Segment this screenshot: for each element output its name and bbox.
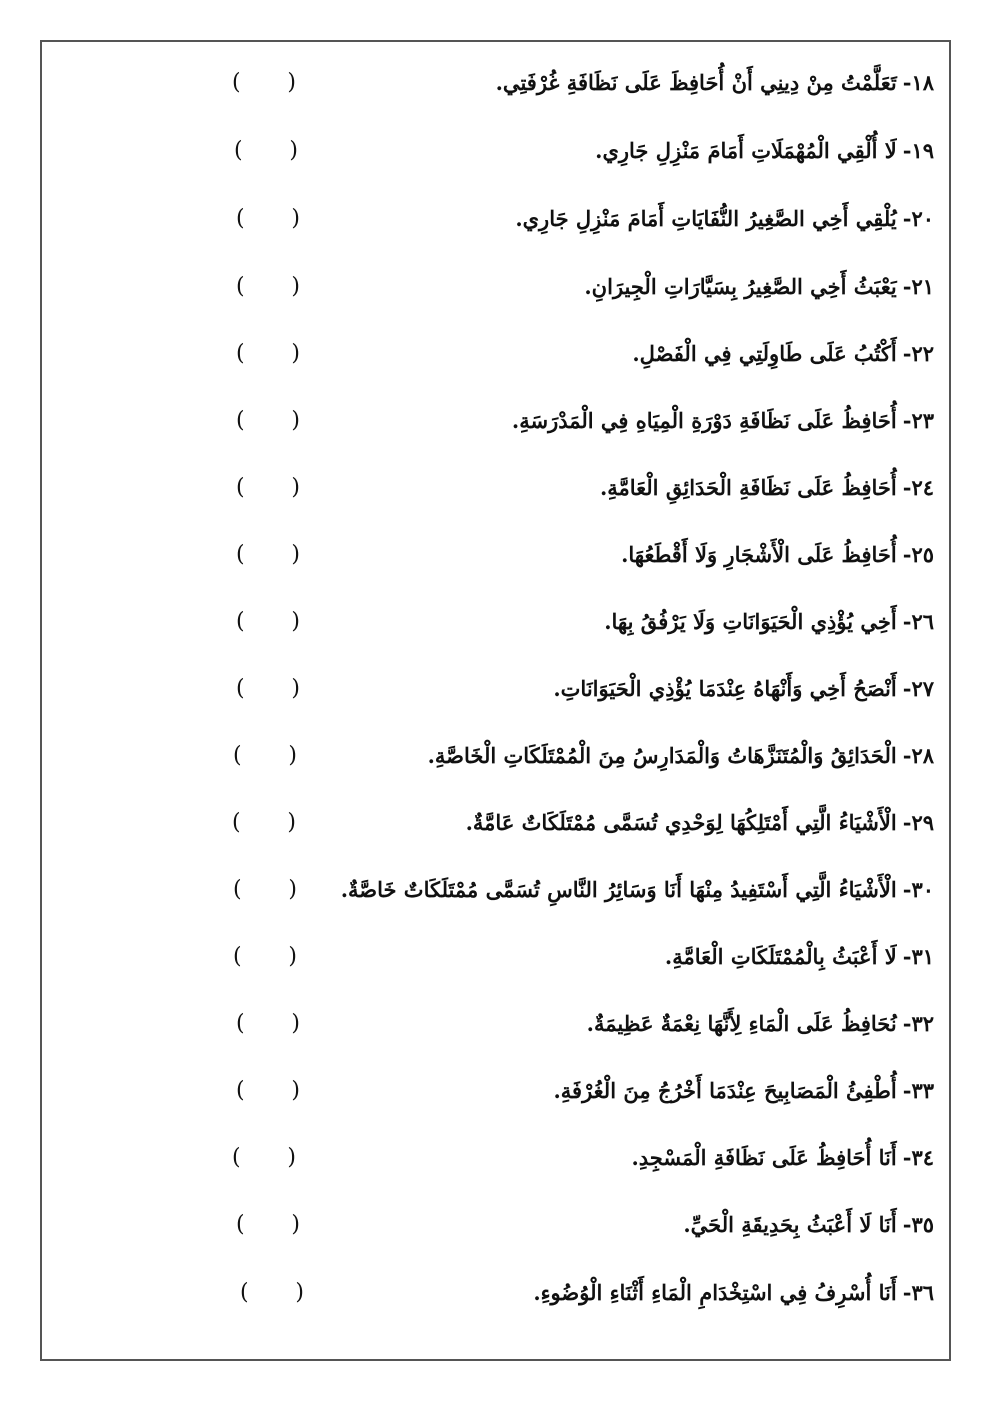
question-statement — [496, 63, 934, 103]
answer-parentheses[interactable]: ( ) — [236, 676, 300, 701]
question-number: ٢٩- — [902, 810, 934, 835]
question-text: أُحَافِظُ عَلَى نَظَافَةِ دَوْرَةِ الْمِيَاهِ فِي الْمَدْرَسَةِ. — [511, 408, 897, 433]
answer-parentheses[interactable]: ( ) — [233, 877, 297, 902]
answer-parentheses[interactable]: ( ) — [236, 542, 300, 567]
question-text: يَعْبَثُ أَخِي الصَّغِيرُ بِسَيَّارَاتِ الْجِيرَانِ. — [584, 274, 897, 299]
question-number: ٢٥- — [902, 542, 934, 567]
question-number: ٢١- — [902, 274, 934, 299]
question-row-28 — [0, 736, 992, 776]
question-statement — [584, 267, 934, 307]
answer-parentheses[interactable]: ( ) — [233, 743, 297, 768]
answer-parentheses[interactable]: ( ) — [236, 341, 300, 366]
question-row-26 — [0, 602, 992, 642]
answer-parentheses[interactable]: ( ) — [236, 206, 300, 231]
question-row-20 — [0, 199, 992, 239]
question-number: ٢٧- — [902, 676, 934, 701]
question-number: ١٩- — [902, 138, 934, 163]
answer-parentheses[interactable]: ( ) — [236, 408, 300, 433]
question-number: ٢٨- — [902, 743, 934, 768]
question-number: ٣٤- — [902, 1145, 934, 1170]
question-statement — [683, 1205, 934, 1245]
question-row-31 — [0, 937, 992, 977]
question-text: أَكْتُبُ عَلَى طَاوِلَتِي فِي الْفَصْلِ. — [632, 341, 897, 366]
question-row-19 — [0, 131, 992, 171]
question-text: أُحَافِظُ عَلَى نَظَافَةِ الْحَدَائِقِ الْعَامَّةِ. — [599, 475, 897, 500]
question-number: ٣٥- — [902, 1212, 934, 1237]
question-row-24 — [0, 468, 992, 508]
answer-parentheses[interactable]: ( ) — [236, 274, 300, 299]
question-row-36 — [0, 1273, 992, 1313]
question-text: لَا أُلْقِي الْمُهْمَلَاتِ أَمَامَ مَنْزِلِ جَارِي. — [595, 138, 897, 163]
question-number: ١٨- — [902, 70, 934, 95]
question-row-21 — [0, 267, 992, 307]
question-text: أُحَافِظُ عَلَى الْأَشْجَارِ وَلَا أَقْطَعُهَا. — [621, 542, 897, 567]
answer-parentheses[interactable]: ( ) — [236, 1078, 300, 1103]
question-text: أُطْفِئُ الْمَصَابِيحَ عِنْدَمَا أَخْرُجُ مِنَ الْغُرْفَةِ. — [553, 1078, 897, 1103]
question-row-25 — [0, 535, 992, 575]
question-statement — [515, 199, 934, 239]
answer-parentheses[interactable]: ( ) — [236, 1212, 300, 1237]
question-text: الْأَشْيَاءُ الَّتِي أَسْتَفِيدُ مِنْهَا أَنَا وَسَائِرُ النَّاسِ تُسَمَّى مُمْتَلَكَاتٌ خَاصَّةٌ. — [340, 877, 897, 902]
question-statement — [632, 334, 934, 374]
answer-parentheses[interactable]: ( ) — [232, 70, 296, 95]
question-statement — [512, 401, 934, 441]
question-text: أَنَا أُسْرِفُ فِي اسْتِخْدَامِ الْمَاءِ أَثْنَاءِ الْوُضُوءِ. — [533, 1280, 897, 1305]
question-statement — [553, 1071, 934, 1111]
question-statement — [600, 468, 934, 508]
answer-parentheses[interactable]: ( ) — [233, 944, 297, 969]
question-statement — [341, 870, 934, 910]
question-number: ٢٣- — [902, 408, 934, 433]
question-text: نُحَافِظُ عَلَى الْمَاءِ لِأَنَّهَا نِعْمَةٌ عَظِيمَةٌ. — [586, 1011, 897, 1036]
question-row-35 — [0, 1205, 992, 1245]
question-number: ٣٠- — [902, 877, 934, 902]
question-row-29 — [0, 803, 992, 843]
answer-parentheses[interactable]: ( ) — [236, 1011, 300, 1036]
question-number: ٢٤- — [902, 475, 934, 500]
question-text: أَخِي يُؤْذِي الْحَيَوَانَاتِ وَلَا يَرْفُقُ بِهَا. — [604, 609, 897, 634]
question-row-34 — [0, 1138, 992, 1178]
question-number: ٢٢- — [902, 341, 934, 366]
question-statement — [595, 131, 934, 171]
question-text: أَنَا لَا أَعْبَثُ بِحَدِيقَةِ الْحَيِّ. — [683, 1212, 897, 1237]
question-row-33 — [0, 1071, 992, 1111]
question-statement — [428, 736, 934, 776]
question-statement — [621, 535, 934, 575]
question-statement — [665, 937, 934, 977]
question-text: الْأَشْيَاءُ الَّتِي أَمْتَلِكُهَا لِوَحْدِي تُسَمَّى مُمْتَلَكَاتٌ عَامَّةٌ. — [465, 810, 897, 835]
question-statement — [631, 1138, 934, 1178]
question-number: ٣٢- — [902, 1011, 934, 1036]
question-text: الْحَدَائِقُ وَالْمُتَنَزَّهَاتُ وَالْمَدَارِسُ مِنَ الْمُمْتَلَكَاتِ الْخَاصَّةِ. — [427, 743, 897, 768]
question-text: أَنَا أُحَافِظُ عَلَى نَظَافَةِ الْمَسْجِدِ. — [631, 1145, 897, 1170]
answer-parentheses[interactable]: ( ) — [232, 810, 296, 835]
answer-parentheses[interactable]: ( ) — [236, 609, 300, 634]
answer-parentheses[interactable]: ( ) — [234, 138, 298, 163]
question-statement — [604, 602, 934, 642]
question-row-18 — [0, 63, 992, 103]
answer-parentheses[interactable]: ( ) — [236, 475, 300, 500]
question-row-30 — [0, 870, 992, 910]
question-statement — [533, 1273, 934, 1313]
question-text: يُلْقِي أَخِي الصَّغِيرُ النُّفَايَاتِ أَمَامَ مَنْزِلِ جَارِي. — [515, 206, 897, 231]
question-statement — [553, 669, 934, 709]
question-number: ٢٦- — [902, 609, 934, 634]
question-number: ٣١- — [902, 944, 934, 969]
question-row-27 — [0, 669, 992, 709]
question-text: لَا أَعْبَثُ بِالْمُمْتَلَكَاتِ الْعَامَّةِ. — [664, 944, 897, 969]
question-statement — [466, 803, 934, 843]
answer-parentheses[interactable]: ( ) — [232, 1145, 296, 1170]
question-text: تَعَلَّمْتُ مِنْ دِينِي أَنْ أُحَافِظَ عَلَى نَظَافَةِ غُرْفَتِي. — [495, 70, 897, 95]
question-text: أَنْصَحُ أَخِي وَأَنْهَاهُ عِنْدَمَا يُؤْذِي الْحَيَوَانَاتِ. — [553, 676, 897, 701]
question-statement — [587, 1004, 934, 1044]
question-row-23 — [0, 401, 992, 441]
question-number: ٢٠- — [902, 206, 934, 231]
question-row-22 — [0, 334, 992, 374]
question-row-32 — [0, 1004, 992, 1044]
question-number: ٣٣- — [902, 1078, 934, 1103]
question-number: ٣٦- — [902, 1280, 934, 1305]
answer-parentheses[interactable]: ( ) — [240, 1280, 304, 1305]
